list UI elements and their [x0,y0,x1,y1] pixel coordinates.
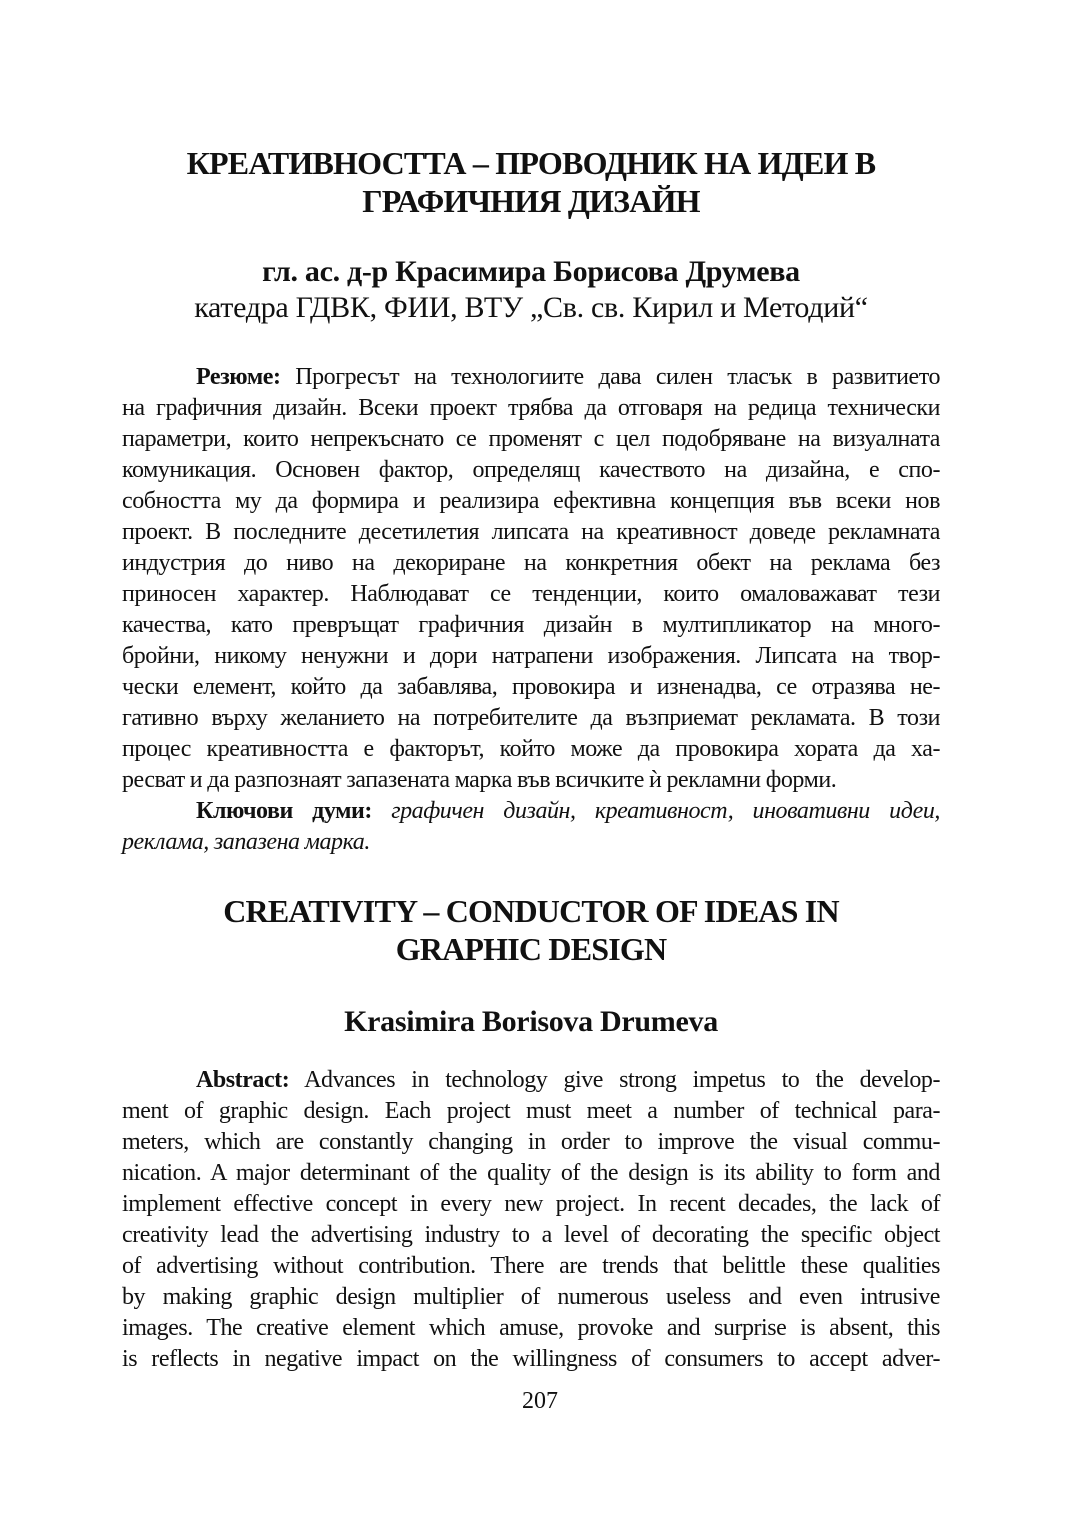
en-abstract-line: creativity lead the advertising industry to a level of decorating the specific object [122,1222,940,1248]
bg-abstract-line: процес креативността е факторът, който може да провокира хората да ха- [122,736,940,762]
en-abstract-line: of advertising without contribution. There are trends that belittle these qualities [122,1253,940,1279]
bg-abstract-line: на графичния дизайн. Всеки проект трябва да отговаря на редица технически [122,395,940,421]
bg-abstract-line: качества, като превръщат графичния дизайн в мултипликатор на много- [122,612,940,638]
bg-abstract-line: параметри, които непрекъснато се променят с цел подобряване на визуалната [122,426,940,452]
en-abstract-line: Abstract: Advances in technology give strong impetus to the develop- [196,1067,940,1093]
en-author-block [122,1004,940,1040]
en-author-name: Krasimira Borisova Drumeva [344,1005,718,1038]
en-abstract-line: nication. A major determinant of the quality of the design is its ability to form and [122,1160,940,1186]
en-abstract-line: is reflects in negative impact on the willingness of consumers to accept adver- [122,1346,940,1372]
bg-abstract-line: Резюме: Прогресът на технологиите дава силен тласък в развитието [196,364,941,390]
en-title-block [122,892,940,968]
en-abstract [122,1065,940,1375]
bg-abstract-label: Резюме: [196,364,281,390]
bg-abstract-line: индустрия до ниво на декориране на конкретния обект на реклама без [122,550,940,576]
bg-keywords-label: Ключови думи: [196,798,372,824]
bg-abstract-line: собността му да формира и реализира ефективна концепция във всеки нов [122,488,940,514]
bg-title-line-1: КРЕАТИВНОСТТА – ПРОВОДНИК НА ИДЕИ В [186,145,876,181]
en-abstract-line: meters, which are constantly changing in order to improve the visual commu- [122,1129,940,1155]
bg-abstract-line: комуникация. Основен фактор, определящ качеството на дизайна, е спо- [122,457,940,483]
en-title-line-2: GRAPHIC DESIGN [395,931,667,967]
bg-author-block [122,254,940,326]
bg-abstract [122,362,940,858]
bg-abstract-line: ресват и да разпознаят запазената марка във всичките ѝ рекламни форми. [122,767,837,793]
bg-keywords-line: реклама, запазена марка. [122,829,370,855]
bg-abstract-line: проект. В последните десетилетия липсата на креативност доведе рекламната [122,519,940,545]
bg-keywords-line: Ключови думи: графичен дизайн, креативност, иновативни идеи, [196,798,940,824]
en-abstract-line: implement effective concept in every new project. In recent decades, the lack of [122,1191,940,1217]
bg-title-line-2: ГРАФИЧНИЯ ДИЗАЙН [362,183,700,219]
bg-abstract-line: бройни, никому ненужни и дори натрапени изображения. Липсата на твор- [122,643,940,669]
en-abstract-label: Abstract: [196,1067,290,1093]
bg-title-block [122,144,940,220]
bg-author-affiliation: катедра ГДВК, ФИИ, ВТУ „Св. св. Кирил и Методий“ [194,291,868,324]
en-title [122,892,940,968]
bg-abstract-line: приносен характер. Наблюдават се тенденции, които омаловажават тези [122,581,940,607]
page-number: 207 [522,1388,558,1414]
bg-title [122,144,940,220]
bg-abstract-line: гативно върху желанието на потребителите да възприемат рекламата. В този [122,705,940,731]
bg-author-name: гл. ас. д-р Красимира Борисова Друмева [262,255,800,288]
en-title-line-1: CREATIVITY – CONDUCTOR OF IDEAS IN [223,893,839,929]
bg-abstract-line: чески елемент, който да забавлява, провокира и изненадва, се отразява не- [122,674,940,700]
en-abstract-line: images. The creative element which amuse, provoke and surprise is absent, this [122,1315,940,1341]
en-abstract-line: by making graphic design multiplier of numerous useless and even intrusive [122,1284,940,1310]
en-abstract-line: ment of graphic design. Each project must meet a number of technical para- [122,1098,940,1124]
